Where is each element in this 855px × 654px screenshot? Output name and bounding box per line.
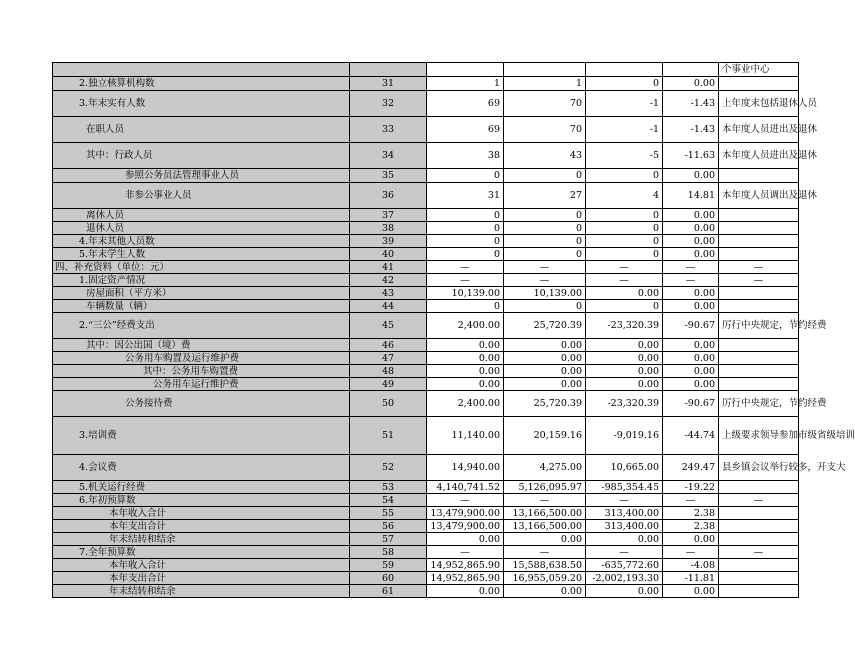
item-label: 3.年末实有人数	[53, 91, 350, 117]
value-change: 4	[586, 183, 663, 209]
value-previous-year: —	[504, 261, 586, 274]
value-current-year: —	[427, 546, 504, 559]
value-previous-year: 0.00	[504, 378, 586, 391]
value-change: 313,400.00	[586, 520, 663, 533]
value-previous-year: 1	[504, 77, 586, 91]
row-code: 32	[350, 91, 427, 117]
row-code: 37	[350, 209, 427, 222]
item-label: 年末结转和结余	[53, 585, 350, 598]
value-current-year: 0	[427, 209, 504, 222]
table-row	[53, 585, 799, 598]
value-current-year	[427, 63, 504, 77]
item-label: 本年收入合计	[53, 507, 350, 520]
value-previous-year: 10,139.00	[504, 287, 586, 300]
value-change: 0	[586, 235, 663, 248]
item-label: 退休人员	[53, 222, 350, 235]
report-body	[53, 63, 855, 598]
value-previous-year: 13,166,500.00	[504, 520, 586, 533]
row-note	[719, 235, 799, 248]
item-label: 2.独立核算机构数	[53, 77, 350, 91]
value-previous-year: 4,275.00	[504, 455, 586, 481]
value-previous-year: 13,166,500.00	[504, 507, 586, 520]
item-label: 4.年末其他人员数	[53, 235, 350, 248]
row-note: 厉行中央规定，节约经费	[719, 313, 799, 339]
row-note	[719, 520, 799, 533]
row-code: 36	[350, 183, 427, 209]
value-previous-year	[504, 63, 586, 77]
value-change-percent: 0.00	[663, 585, 719, 598]
value-change	[586, 63, 663, 77]
row-note	[719, 507, 799, 520]
value-change: 0.00	[586, 585, 663, 598]
value-current-year: 38	[427, 143, 504, 169]
row-note: 本年度人员调出及退休	[719, 183, 799, 209]
value-change-percent: 0.00	[663, 300, 719, 313]
row-code: 44	[350, 300, 427, 313]
row-code: 41	[350, 261, 427, 274]
row-note: 个事业中心	[719, 63, 799, 77]
row-note	[719, 533, 799, 546]
row-note: 上级要求领导参加市级省级培训	[719, 417, 799, 455]
value-change: —	[586, 261, 663, 274]
value-change: -1	[586, 91, 663, 117]
row-note	[719, 300, 799, 313]
value-previous-year: 25,720.39	[504, 313, 586, 339]
table-row	[53, 559, 799, 572]
row-note	[719, 339, 799, 352]
value-current-year: 14,952,865.90	[427, 572, 504, 585]
item-label: 本年支出合计	[53, 572, 350, 585]
item-label: 其中：因公出国（境）费	[53, 339, 350, 352]
item-label: 非参公事业人员	[53, 183, 350, 209]
table-row	[53, 117, 799, 143]
value-current-year: —	[427, 274, 504, 287]
report-table	[52, 62, 855, 598]
row-code: 60	[350, 572, 427, 585]
value-change-percent: 0.00	[663, 352, 719, 365]
item-label: 四、补充资料（单位：元）	[53, 261, 350, 274]
value-current-year: 0.00	[427, 378, 504, 391]
row-note	[719, 77, 799, 91]
item-label: 公务接待费	[53, 391, 350, 417]
row-note: 上年度末包括退休人员	[719, 91, 799, 117]
value-previous-year: —	[504, 546, 586, 559]
row-note: —	[719, 494, 799, 507]
table-row	[53, 391, 799, 417]
row-note: —	[719, 546, 799, 559]
value-change-percent: -4.08	[663, 559, 719, 572]
value-change: -23,320.39	[586, 313, 663, 339]
table-row	[53, 378, 799, 391]
value-change: -985,354.45	[586, 481, 663, 494]
value-change-percent: 0.00	[663, 287, 719, 300]
item-label: 公务用车购置及运行维护费	[53, 352, 350, 365]
item-label: 车辆数量（辆）	[53, 300, 350, 313]
value-change-percent: 0.00	[663, 209, 719, 222]
row-code: 59	[350, 559, 427, 572]
value-change: 0.00	[586, 352, 663, 365]
item-label: 参照公务员法管理事业人员	[53, 169, 350, 183]
value-previous-year: 16,955,059.20	[504, 572, 586, 585]
item-label: 在职人员	[53, 117, 350, 143]
table-row	[53, 183, 799, 209]
row-note	[719, 365, 799, 378]
value-previous-year: 0	[504, 300, 586, 313]
row-code: 51	[350, 417, 427, 455]
value-current-year: 2,400.00	[427, 313, 504, 339]
item-label: 本年收入合计	[53, 559, 350, 572]
value-current-year: 13,479,900.00	[427, 507, 504, 520]
value-previous-year: 43	[504, 143, 586, 169]
value-change: 0.00	[586, 378, 663, 391]
value-change-percent: 0.00	[663, 378, 719, 391]
table-row	[53, 481, 799, 494]
item-label: 7.全年预算数	[53, 546, 350, 559]
row-code: 50	[350, 391, 427, 417]
value-change: —	[586, 274, 663, 287]
value-change-percent: 14.81	[663, 183, 719, 209]
row-code: 35	[350, 169, 427, 183]
value-current-year: 0.00	[427, 585, 504, 598]
value-previous-year: 0.00	[504, 365, 586, 378]
value-current-year: 0.00	[427, 352, 504, 365]
item-label: 本年支出合计	[53, 520, 350, 533]
value-change-percent: -1.43	[663, 91, 719, 117]
value-current-year: 11,140.00	[427, 417, 504, 455]
value-change: 0.00	[586, 287, 663, 300]
value-change-percent: -1.43	[663, 117, 719, 143]
row-code: 61	[350, 585, 427, 598]
value-change-percent: -11.81	[663, 572, 719, 585]
value-change-percent: —	[663, 274, 719, 287]
value-current-year: 2,400.00	[427, 391, 504, 417]
item-label: 2.“三公”经费支出	[53, 313, 350, 339]
item-label: 3.培训费	[53, 417, 350, 455]
row-code: 53	[350, 481, 427, 494]
item-label: 5.机关运行经费	[53, 481, 350, 494]
row-note	[719, 222, 799, 235]
row-code: 33	[350, 117, 427, 143]
table-row	[53, 494, 799, 507]
row-note: 县乡镇会议举行较多，开支大	[719, 455, 799, 481]
row-code: 55	[350, 507, 427, 520]
row-note: —	[719, 274, 799, 287]
value-change-percent: 0.00	[663, 339, 719, 352]
value-change-percent: 0.00	[663, 533, 719, 546]
table-row	[53, 365, 799, 378]
row-note	[719, 378, 799, 391]
value-current-year: —	[427, 494, 504, 507]
row-note	[719, 209, 799, 222]
table-row	[53, 143, 799, 169]
row-code: 56	[350, 520, 427, 533]
value-current-year: 0.00	[427, 365, 504, 378]
table-row	[53, 300, 799, 313]
row-code: 42	[350, 274, 427, 287]
table-row	[53, 572, 799, 585]
value-change: -9,019.16	[586, 417, 663, 455]
table-row	[53, 169, 799, 183]
value-change: 313,400.00	[586, 507, 663, 520]
value-change-percent: —	[663, 494, 719, 507]
value-change-percent: —	[663, 261, 719, 274]
value-change-percent: 2.38	[663, 507, 719, 520]
item-label: 离休人员	[53, 209, 350, 222]
value-change: -23,320.39	[586, 391, 663, 417]
value-change: 0.00	[586, 365, 663, 378]
value-change-percent: -19.22	[663, 481, 719, 494]
row-note	[719, 169, 799, 183]
row-code: 45	[350, 313, 427, 339]
value-change-percent	[663, 63, 719, 77]
value-previous-year: 0	[504, 222, 586, 235]
row-note	[719, 352, 799, 365]
value-change-percent: 0.00	[663, 77, 719, 91]
value-previous-year: 0	[504, 209, 586, 222]
row-code: 47	[350, 352, 427, 365]
value-current-year: 69	[427, 91, 504, 117]
value-previous-year: 20,159.16	[504, 417, 586, 455]
value-previous-year: 0	[504, 235, 586, 248]
row-note: 本年度人员进出及退休	[719, 117, 799, 143]
row-note	[719, 287, 799, 300]
value-current-year: 1	[427, 77, 504, 91]
item-label: 年末结转和结余	[53, 533, 350, 546]
row-code: 39	[350, 235, 427, 248]
value-change-percent: -11.63	[663, 143, 719, 169]
value-change-percent: 0.00	[663, 365, 719, 378]
row-code: 38	[350, 222, 427, 235]
table-row	[53, 520, 799, 533]
table-row	[53, 313, 799, 339]
value-previous-year: 70	[504, 91, 586, 117]
value-previous-year: 0.00	[504, 352, 586, 365]
row-note	[719, 585, 799, 598]
item-label: 1.固定资产情况	[53, 274, 350, 287]
value-previous-year: 0	[504, 248, 586, 261]
value-previous-year: 0.00	[504, 585, 586, 598]
value-change-percent: 249.47	[663, 455, 719, 481]
table-row	[53, 507, 799, 520]
row-code: 40	[350, 248, 427, 261]
value-current-year: 10,139.00	[427, 287, 504, 300]
value-previous-year: 70	[504, 117, 586, 143]
row-note	[719, 481, 799, 494]
value-previous-year: 5,126,095.97	[504, 481, 586, 494]
value-change-percent: 0.00	[663, 222, 719, 235]
value-change: —	[586, 546, 663, 559]
value-current-year: 13,479,900.00	[427, 520, 504, 533]
value-current-year: 31	[427, 183, 504, 209]
row-code	[350, 63, 427, 77]
value-previous-year: 25,720.39	[504, 391, 586, 417]
value-change: 0.00	[586, 533, 663, 546]
value-change: -1	[586, 117, 663, 143]
row-note	[719, 559, 799, 572]
value-change: 10,665.00	[586, 455, 663, 481]
value-current-year: 0	[427, 222, 504, 235]
row-code: 31	[350, 77, 427, 91]
row-code: 58	[350, 546, 427, 559]
table-row	[53, 235, 799, 248]
value-change-percent: 0.00	[663, 248, 719, 261]
row-note	[719, 248, 799, 261]
table-row	[53, 261, 799, 274]
value-change-percent: -90.67	[663, 313, 719, 339]
row-code: 43	[350, 287, 427, 300]
value-change-percent: -44.74	[663, 417, 719, 455]
value-previous-year: —	[504, 494, 586, 507]
item-label: 4.会议费	[53, 455, 350, 481]
value-change: 0.00	[586, 339, 663, 352]
table-row	[53, 77, 799, 91]
row-code: 54	[350, 494, 427, 507]
table-row	[53, 546, 799, 559]
value-current-year: 69	[427, 117, 504, 143]
value-previous-year: 0.00	[504, 533, 586, 546]
value-current-year: 0.00	[427, 533, 504, 546]
value-change: 0	[586, 248, 663, 261]
row-code: 34	[350, 143, 427, 169]
item-label: 公务用车运行维护费	[53, 378, 350, 391]
item-label: 6.年初预算数	[53, 494, 350, 507]
value-change: 0	[586, 77, 663, 91]
table-row	[53, 209, 799, 222]
value-current-year: 14,952,865.90	[427, 559, 504, 572]
table-row	[53, 339, 799, 352]
row-code: 48	[350, 365, 427, 378]
row-note	[719, 572, 799, 585]
table-row	[53, 533, 799, 546]
value-previous-year: 27	[504, 183, 586, 209]
value-current-year: 0	[427, 248, 504, 261]
value-current-year: 0	[427, 235, 504, 248]
value-change: —	[586, 494, 663, 507]
item-label: 其中：行政人员	[53, 143, 350, 169]
row-note: —	[719, 261, 799, 274]
value-current-year: 4,140,741.52	[427, 481, 504, 494]
table-row	[53, 417, 799, 455]
value-change-percent: -90.67	[663, 391, 719, 417]
value-previous-year: —	[504, 274, 586, 287]
value-current-year: 0	[427, 300, 504, 313]
row-code: 57	[350, 533, 427, 546]
table-row	[53, 63, 799, 77]
row-code: 46	[350, 339, 427, 352]
value-change: 0	[586, 300, 663, 313]
value-change: 0	[586, 209, 663, 222]
item-label	[53, 63, 350, 77]
table-row	[53, 91, 799, 117]
value-change: 0	[586, 222, 663, 235]
value-current-year: 0	[427, 169, 504, 183]
value-current-year: 14,940.00	[427, 455, 504, 481]
value-change: -5	[586, 143, 663, 169]
table-row	[53, 274, 799, 287]
item-label: 5.年末学生人数	[53, 248, 350, 261]
row-code: 52	[350, 455, 427, 481]
row-code: 49	[350, 378, 427, 391]
table-row	[53, 287, 799, 300]
value-current-year: 0.00	[427, 339, 504, 352]
value-change-percent: 0.00	[663, 235, 719, 248]
item-label: 房屋面积（平方米）	[53, 287, 350, 300]
value-change-percent: —	[663, 546, 719, 559]
row-note: 厉行中央规定，节约经费	[719, 391, 799, 417]
item-label: 其中：公务用车购置费	[53, 365, 350, 378]
table-row	[53, 248, 799, 261]
value-previous-year: 15,588,638.50	[504, 559, 586, 572]
value-change: -635,772.60	[586, 559, 663, 572]
table-row	[53, 222, 799, 235]
value-previous-year: 0	[504, 169, 586, 183]
value-change-percent: 0.00	[663, 169, 719, 183]
table-row	[53, 455, 799, 481]
table-row	[53, 352, 799, 365]
row-note: 本年度人员进出及退休	[719, 143, 799, 169]
value-change: 0	[586, 169, 663, 183]
value-change: -2,002,193.30	[586, 572, 663, 585]
value-current-year: —	[427, 261, 504, 274]
value-previous-year: 0.00	[504, 339, 586, 352]
value-change-percent: 2.38	[663, 520, 719, 533]
